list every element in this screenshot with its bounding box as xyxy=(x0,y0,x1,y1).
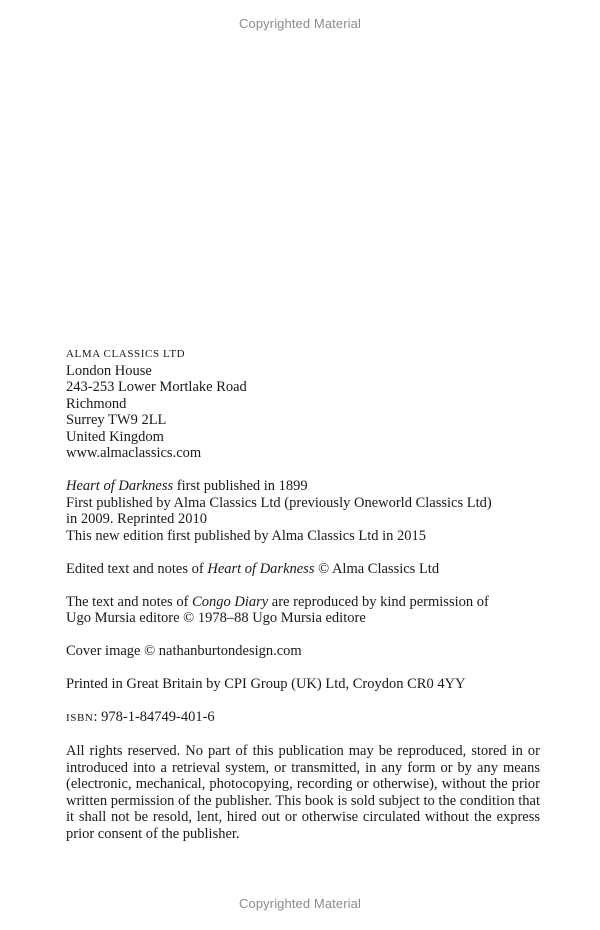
copyright-page-block xyxy=(66,346,540,842)
book-title: Heart of Darkness xyxy=(207,560,315,577)
isbn-value: : 978-1-84749-401-6 xyxy=(93,709,215,725)
address-line: London House xyxy=(66,362,152,379)
publication-history-line: This new edition first published by Alma Classics Ltd in 2015 xyxy=(66,527,427,544)
publication-history-line: First published by Alma Classics Ltd (previously Oneworld Classics Ltd) xyxy=(66,494,492,511)
copyright-watermark-bottom: Copyrighted Material xyxy=(239,896,361,911)
publication-history-line: in 2009. Reprinted 2010 xyxy=(66,511,207,527)
cover-credit: Cover image © nathanburtondesign.com xyxy=(66,643,302,659)
edited-text-notice: Edited text and notes of Heart of Darkness © Alma Classics Ltd xyxy=(66,560,440,577)
first-published-line xyxy=(66,478,540,495)
publisher-name: ALMA CLASSICS LTD xyxy=(66,348,186,360)
rights-statement: All rights reserved. No part of this publication may be reproduced, stored in or introduced into a retrieval system, or transmitted, in any form or by any means (electronic, mechanical, photocopying, recording or otherwise), without the prior written permission of the publisher. This book is sold subject to the condition that it shall not be resold, lent, hired out or otherwise circulated without the express prior consent of the publisher. xyxy=(66,743,540,842)
printer-credit: Printed in Great Britain by CPI Group (UK) Ltd, Croydon CR0 4YY xyxy=(66,676,466,692)
isbn-line xyxy=(66,709,540,727)
congo-diary-copyright: Ugo Mursia editore © 1978–88 Ugo Mursia editore xyxy=(66,610,366,626)
first-published-text: first published in 1899 xyxy=(173,478,308,494)
address-line: Richmond xyxy=(66,395,127,412)
copyright-watermark-top: Copyrighted Material xyxy=(239,16,361,31)
congo-diary-notice: The text and notes of Congo Diary are reproduced by kind permission of xyxy=(66,593,489,610)
address-line: United Kingdom xyxy=(66,428,164,445)
publisher-website: www.almaclassics.com xyxy=(66,445,202,461)
book-title: Heart of Darkness xyxy=(66,478,174,494)
address-line: Surrey TW9 2LL xyxy=(66,412,167,428)
isbn-label: ISBN xyxy=(66,712,94,724)
congo-diary-title: Congo Diary xyxy=(192,593,269,610)
address-line: 243-253 Lower Mortlake Road xyxy=(66,379,247,395)
